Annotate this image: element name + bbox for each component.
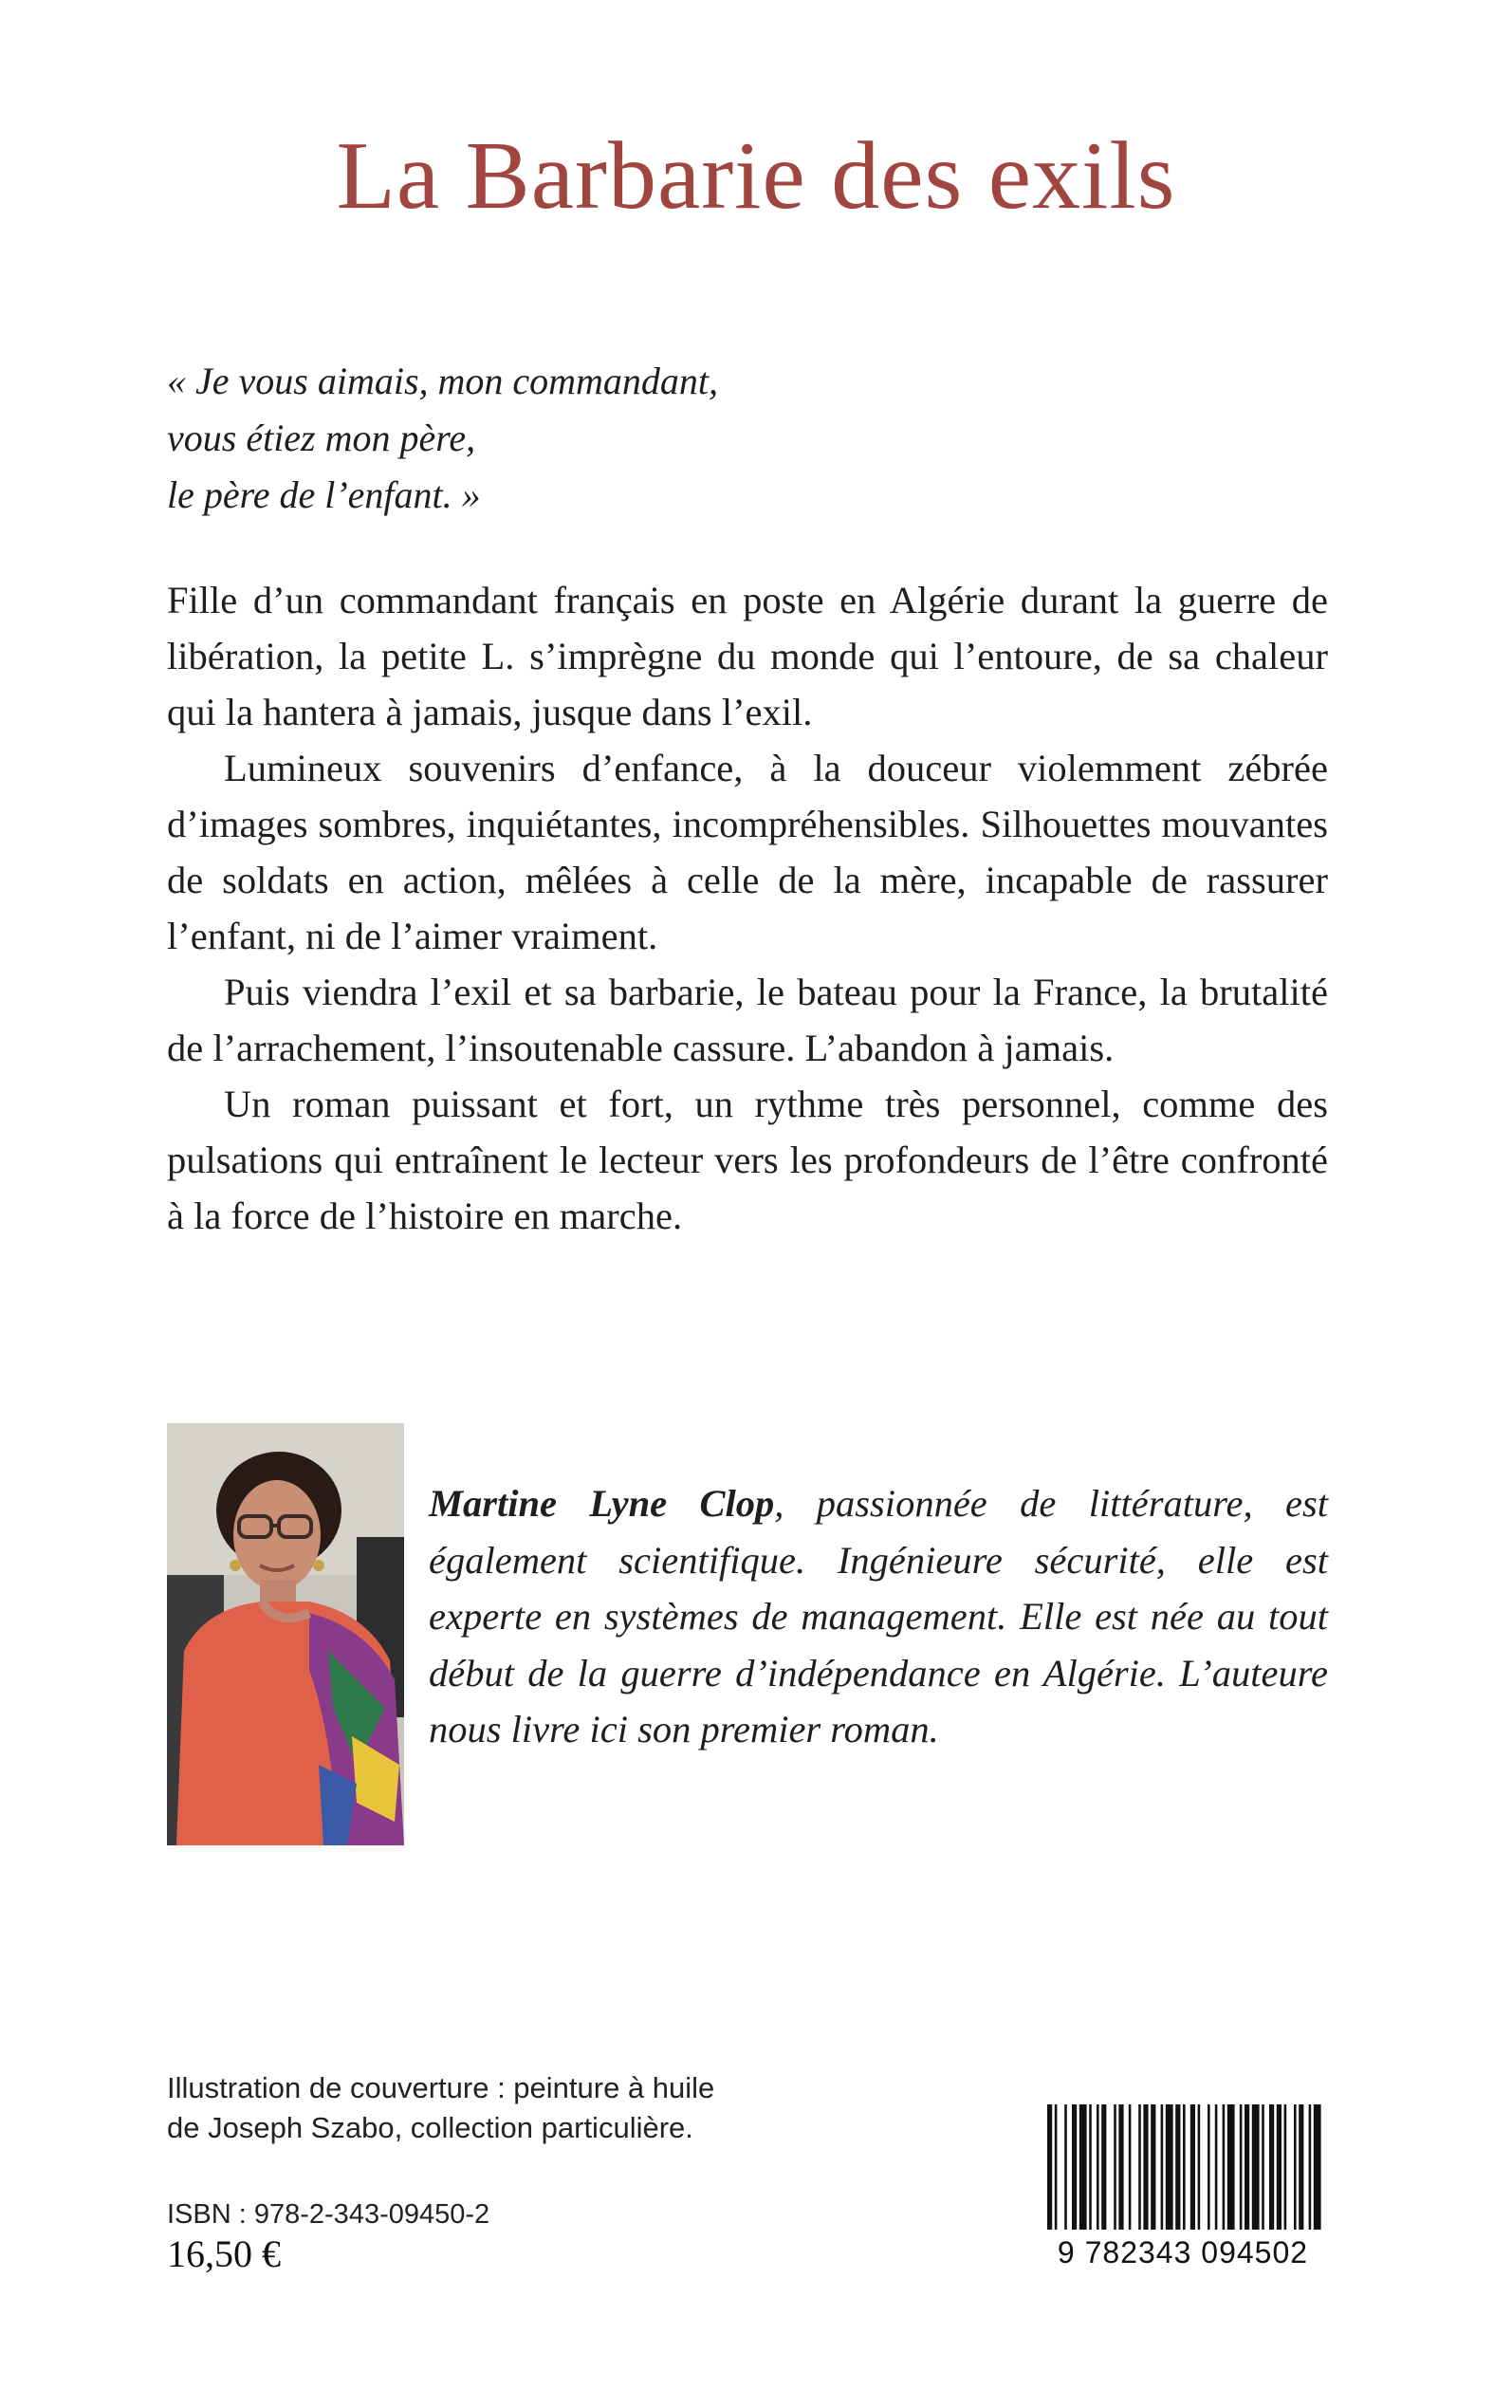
credits-line: de Joseph Szabo, collection particulière. [167,2111,693,2144]
barcode-bar [1089,2104,1092,2230]
epigraph-line: « Je vous aimais, mon commandant, [167,360,719,402]
book-summary [167,572,1328,1244]
barcode-bar [1314,2104,1321,2230]
barcode-bar [1064,2104,1067,2230]
barcode-bar [1309,2104,1312,2230]
author-bio [429,1475,1328,1758]
barcode-bar [1055,2104,1058,2230]
barcode-bar [1138,2104,1141,2230]
barcode-digits: 9 782343 094502 [1057,2235,1309,2269]
author-bio-text: , passionnée de littérature, est également scientifique. Ingénieure sécurité, elle est experte en systèmes de management. Elle est née au tout début de la guerre d’indépendance en Algérie. L’auteure nous livre ici son premier roman. [429,1482,1328,1750]
summary-paragraph: Lumineux souvenirs d’enfance, à la douceur violemment zébrée d’images sombres, inquiétantes, incompréhensibles. Silhouettes mouvantes de soldats en action, mêlées à celle de la mère, incapable de rassurer l’enfant, ni de l’aimer vraiment. [167,747,1328,957]
barcode-bar [1277,2104,1282,2230]
barcode-bar [1240,2104,1243,2230]
barcode-bar [1114,2104,1116,2230]
barcode-bar [1151,2104,1155,2230]
barcode-bar [1143,2104,1148,2230]
summary-paragraph: Puis viendra l’exil et sa barbarie, le bateau pour la France, la brutalité de l’arrachement, l’insoutenable cassure. L’abandon à jamais. [167,971,1328,1069]
barcode-bar [1079,2104,1087,2230]
barcode-bar [1262,2104,1264,2230]
barcode-bar [1245,2104,1249,2230]
barcode-bar [1129,2104,1132,2230]
barcode-bar [1215,2104,1218,2230]
barcode-bar [1252,2104,1260,2230]
barcode-bar [1227,2104,1235,2230]
price: 16,50 € [167,2232,281,2275]
barcode-bar [1161,2104,1164,2230]
barcode-bar [1166,2104,1173,2230]
barcode-bar [1284,2104,1287,2230]
barcode-bar [1118,2104,1123,2230]
cover-credits [167,2068,888,2148]
epigraph-line: le père de l’enfant. » [167,473,481,516]
epigraph [167,353,1353,524]
barcode [1038,2104,1328,2275]
barcode-bar [1223,2104,1226,2230]
barcode-bar [1097,2104,1099,2230]
credits-line: Illustration de couverture : peinture à huile [167,2071,715,2104]
barcode-bar [1183,2104,1186,2230]
barcode-bar [1198,2104,1201,2230]
barcode-bar [1190,2104,1195,2230]
barcode-bar [1101,2104,1106,2230]
barcode-bar [1294,2104,1297,2230]
barcode-bar [1269,2104,1274,2230]
barcode-bar [1047,2104,1052,2230]
barcode-bar [1072,2104,1077,2230]
isbn: ISBN : 978-2-343-09450-2 [167,2199,490,2230]
author-name: Martine Lyne Clop [429,1482,775,1525]
barcode-bar [1208,2104,1210,2230]
barcode-bar [1175,2104,1180,2230]
summary-paragraph: Fille d’un commandant français en poste en Algérie durant la guerre de libération, la petite L. s’imprègne du monde qui l’entoure, de sa chaleur qui la hantera à jamais, jusque dans l’exil. [167,579,1328,733]
book-title: La Barbarie des exils [336,122,1176,230]
summary-paragraph: Un roman puissant et fort, un rythme très personnel, comme des pulsations qui entraînent le lecteur vers les profondeurs de l’être confronté à la force de l’histoire en marche. [167,1083,1328,1237]
barcode-bar [1299,2104,1303,2230]
barcode-bars [1038,2104,1328,2235]
author-photo [167,1423,404,1845]
epigraph-line: vous étiez mon père, [167,417,476,459]
